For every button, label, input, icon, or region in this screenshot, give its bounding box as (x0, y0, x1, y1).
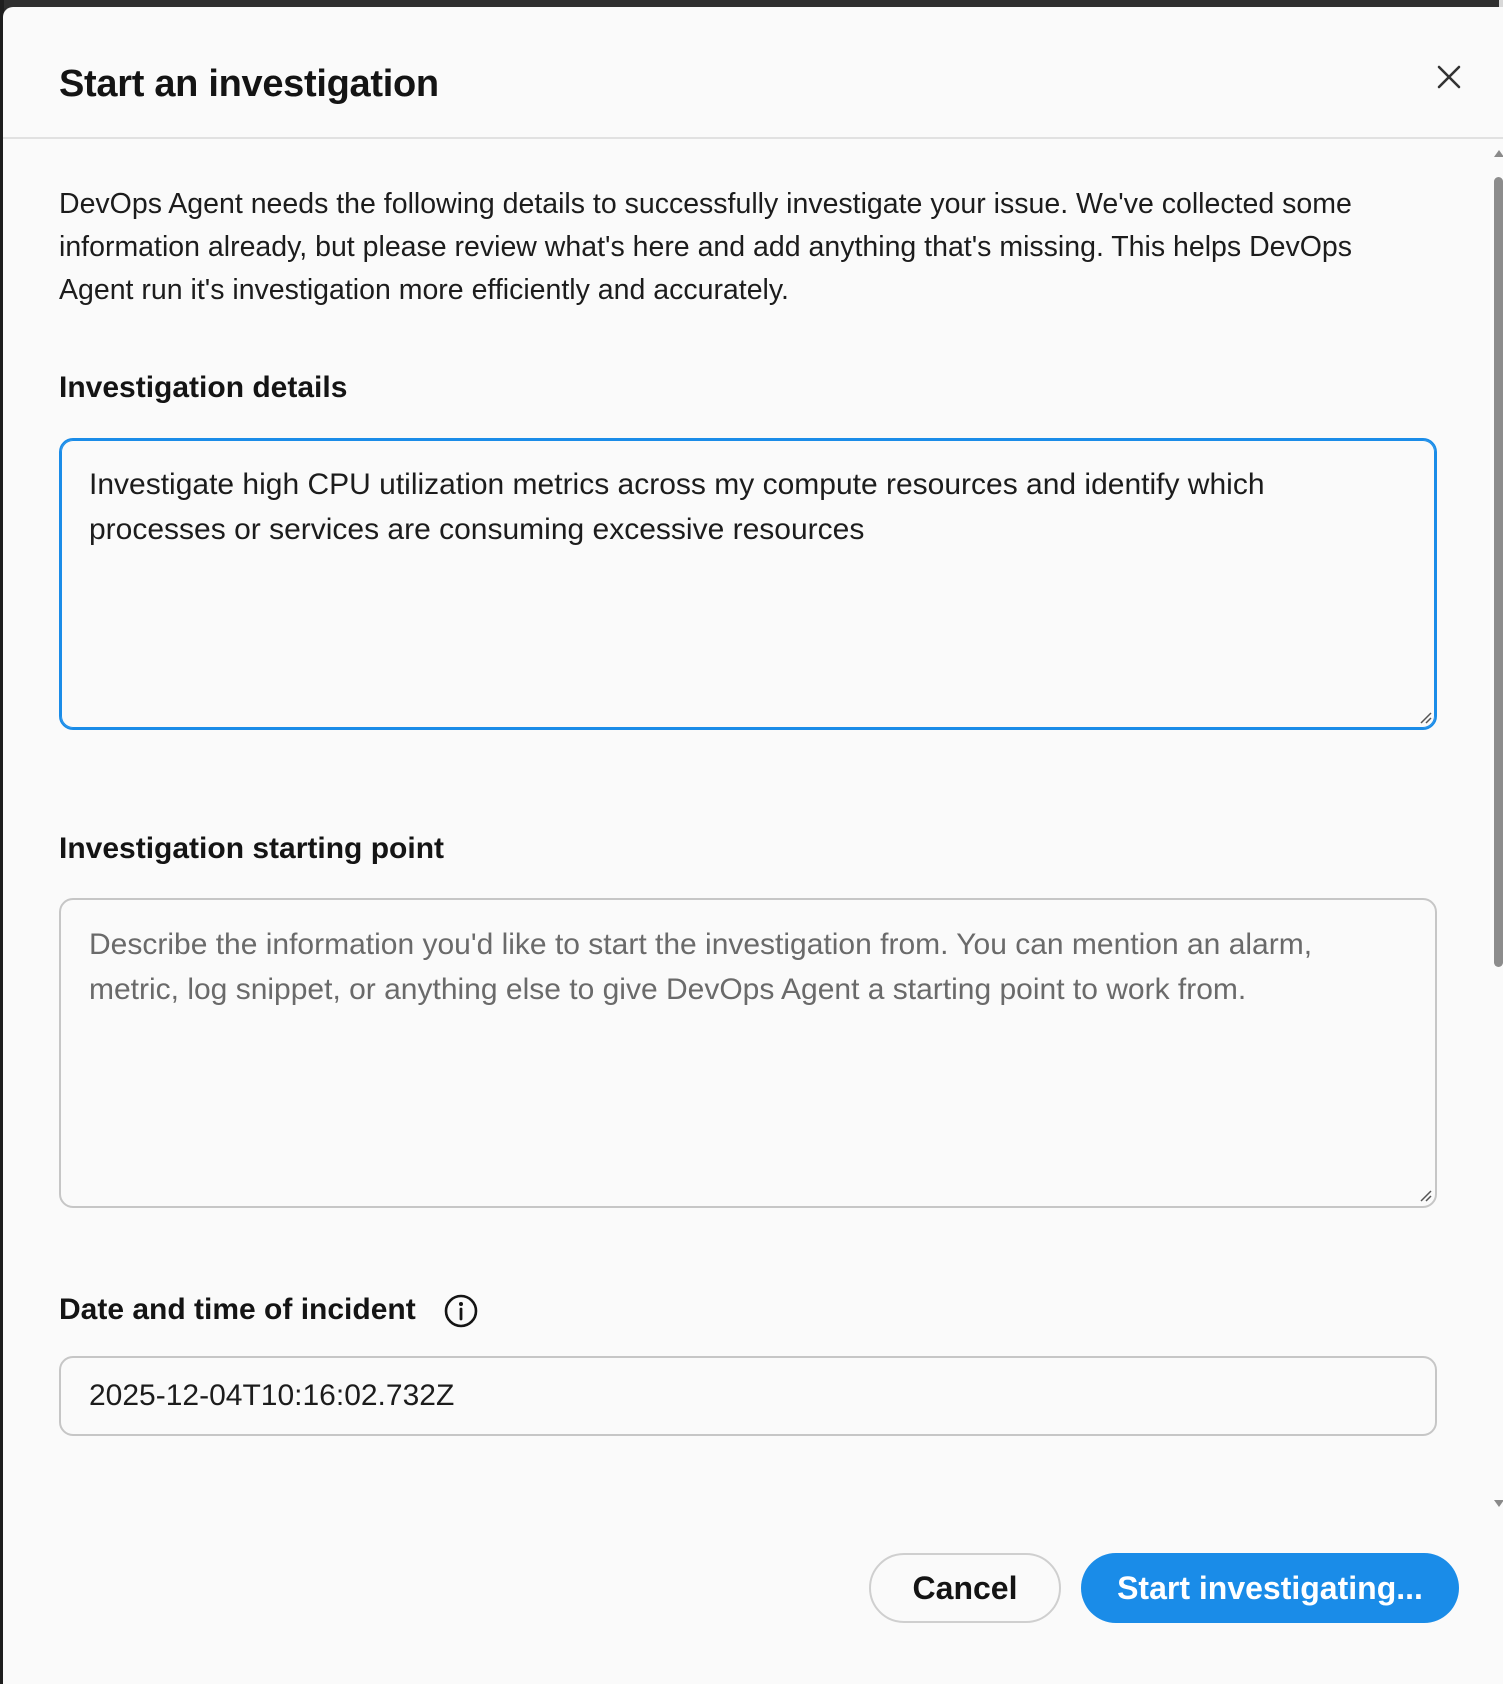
close-icon (1427, 55, 1471, 99)
resize-grip-icon[interactable] (1419, 1189, 1433, 1203)
start-investigating-button[interactable]: Start investigating... (1081, 1553, 1459, 1623)
dialog-body (3, 139, 1503, 1539)
investigation-details-textarea[interactable] (59, 438, 1437, 730)
investigation-details-label: Investigation details (59, 371, 348, 404)
intro-text: DevOps Agent needs the following details to successfully investigate your issue. We've collected some information already, but please review what's here and add anything that's missing. This helps DevOps Agent run it's investigation more efficiently and accurately. (59, 188, 1353, 306)
starting-point-textarea[interactable] (59, 898, 1437, 1208)
close-button[interactable] (1427, 55, 1471, 99)
scroll-up-arrow-icon[interactable] (1494, 150, 1503, 157)
scrollbar-thumb[interactable] (1494, 177, 1503, 967)
dialog-header (3, 7, 1503, 139)
info-icon[interactable] (443, 1293, 479, 1329)
start-investigation-dialog (3, 7, 1503, 1684)
cancel-button[interactable]: Cancel (869, 1553, 1061, 1623)
scroll-down-arrow-icon[interactable] (1494, 1500, 1503, 1507)
dialog-title: Start an investigation (59, 63, 439, 105)
resize-grip-icon[interactable] (1419, 711, 1433, 725)
incident-time-label: Date and time of incident (59, 1293, 416, 1326)
starting-point-label: Investigation starting point (59, 832, 445, 865)
incident-time-input[interactable] (59, 1356, 1437, 1436)
